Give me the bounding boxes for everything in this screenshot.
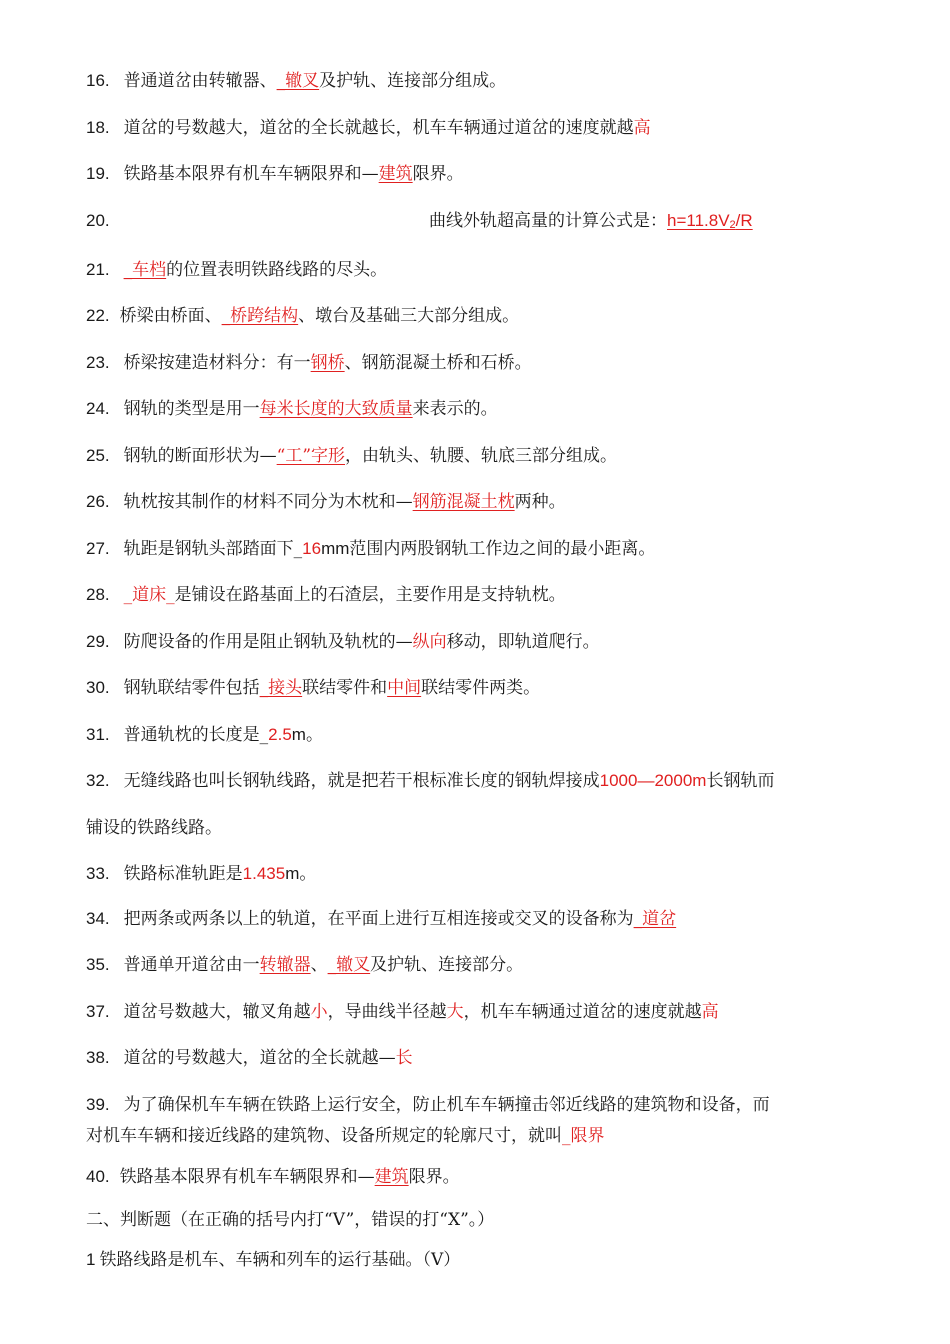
item-text: 、钢筋混凝土桥和石桥。 (344, 353, 532, 373)
item-text: 铁路基本限界有机车车辆限界和— (123, 164, 379, 184)
item-text: 是铺设在路基面上的石渣层，主要作用是支持轨枕。 (174, 585, 566, 605)
item-number: 37. (86, 1002, 110, 1021)
item-number: 28. (86, 585, 110, 604)
blank-underscore: _ (259, 725, 269, 745)
item-text: 道岔的号数越大，道岔的全长就越长，机车车辆通过道岔的速度就越 (123, 118, 634, 138)
answer-blank: 建筑 (374, 1167, 409, 1187)
item-text: 无缝线路也叫长钢轨线路，就是把若干根标准长度的钢轨焊接成 (123, 771, 600, 791)
unit-text: m。 (285, 864, 317, 883)
item-number: 33. (86, 864, 110, 883)
item-33 (86, 863, 316, 885)
unit-text: m。 (291, 725, 323, 744)
item-text: 钢轨的类型是用一 (123, 399, 260, 419)
item-27 (86, 538, 655, 560)
item-text: 钢轨联结零件包括 (123, 678, 260, 698)
item-19 (86, 163, 464, 185)
item-text: 移动，即轨道爬行。 (446, 632, 600, 652)
item-text: 联结零件和 (302, 678, 388, 698)
item-text: 的位置表明铁路线路的尽头。 (166, 260, 388, 280)
item-text: 来表示的。 (412, 399, 498, 419)
item-text: 普通道岔由转辙器、 (123, 71, 277, 91)
item-text: 及护轨、连接部分组成。 (319, 71, 507, 91)
item-number: 31. (86, 725, 110, 744)
answer-blank: _接头 (259, 678, 303, 698)
answer-blank: _车档 (123, 260, 167, 280)
item-text: 道岔号数越大，辙叉角越 (123, 1002, 311, 1022)
unit-text: mm (321, 539, 350, 558)
item-number: 16. (86, 71, 110, 90)
item-text: 轨枕按其制作的材料不同分为木枕和— (123, 492, 413, 512)
item-text: 桥梁由桥面、 (119, 306, 222, 326)
item-40 (86, 1166, 460, 1188)
answer-blank: 转辙器 (259, 955, 311, 975)
answer-text: 1000—2000m (599, 771, 707, 790)
item-number: 27. (86, 539, 110, 558)
answer-blank: _辙叉 (327, 955, 371, 975)
item-number: 1 (86, 1250, 96, 1269)
answer-text: 高 (633, 118, 651, 138)
item-number: 29. (86, 632, 110, 651)
item-number: 18. (86, 118, 110, 137)
answer-text: 高 (701, 1002, 719, 1022)
item-text: 对机车车辆和接近线路的建筑物、设备所规定的轮廓尺寸，就叫 (86, 1126, 562, 1146)
item-text: 把两条或两条以上的轨道，在平面上进行互相连接或交叉的设备称为 (123, 909, 634, 929)
item-text: ，机车车辆通过道岔的速度就越 (463, 1002, 702, 1022)
item-text: 限界。 (408, 1167, 460, 1187)
item-text: 防爬设备的作用是阻止钢轨及轨枕的— (123, 632, 413, 652)
blank-underscore: _ (293, 539, 303, 559)
item-20-content (429, 210, 753, 236)
answer-blank: _限界 (562, 1126, 605, 1146)
item-32 (86, 770, 774, 792)
item-number: 34. (86, 909, 110, 928)
answer-blank: _道床_ (123, 585, 175, 605)
item-number: 20. (86, 211, 110, 230)
item-text: ，由轨头、轨腰、轨底三部分组成。 (345, 446, 618, 466)
answer-text: 2.5 (268, 725, 292, 744)
item-21 (86, 259, 387, 281)
item-number: 24. (86, 399, 110, 418)
item-18 (86, 117, 651, 139)
item-22 (86, 305, 519, 327)
item-text: 普通单开道岔由一 (123, 955, 260, 975)
answer-blank: 中间 (387, 678, 422, 698)
item-26 (86, 491, 566, 513)
item-number: 38. (86, 1048, 110, 1067)
item-text: 限界。 (412, 164, 464, 184)
item-28 (86, 584, 566, 606)
item-text: 曲线外轨超高量的计算公式是： (429, 211, 667, 231)
item-number: 40. (86, 1167, 110, 1186)
answer-blank: _辙叉 (276, 71, 320, 91)
answer-blank: 建筑 (378, 164, 413, 184)
item-text: 轨距是钢轨头部踏面下 (123, 539, 294, 559)
item-number: 21. (86, 260, 110, 279)
item-text: 及护轨、连接部分。 (370, 955, 524, 975)
item-text: 范围内两股钢轨工作边之间的最小距离。 (349, 539, 656, 559)
section-title: 二、判断题（在正确的括号内打“V”，错误的打“X”。） (86, 1210, 495, 1230)
answer-text: 1.435 (242, 864, 286, 883)
item-text: 铺设的铁路线路。 (86, 818, 222, 838)
item-30 (86, 677, 540, 699)
item-16 (86, 70, 506, 92)
answer-blank: “工”字形 (276, 446, 346, 466)
item-text: 两种。 (514, 492, 566, 512)
item-37 (86, 1001, 719, 1023)
item-23 (86, 352, 532, 374)
item-number: 39. (86, 1095, 110, 1114)
item-20 (86, 210, 866, 232)
item-32-continued (86, 817, 222, 839)
item-text: 铁路线路是机车、车辆和列车的运行基础。（V） (99, 1250, 461, 1270)
item-text: 钢轨的断面形状为— (123, 446, 277, 466)
item-text: 铁路基本限界有机车车辆限界和— (119, 1167, 375, 1187)
answer-blank: 钢筋混凝土枕 (412, 492, 515, 512)
item-text: 铁路标准轨距是 (123, 864, 243, 884)
section-heading-true-false (86, 1209, 494, 1231)
item-number: 26. (86, 492, 110, 511)
item-text: 联结零件两类。 (421, 678, 541, 698)
item-34 (86, 908, 676, 930)
formula-answer: $h=11.8V_2/R$ (667, 211, 753, 231)
item-text: 长钢轨而 (706, 771, 775, 791)
item-text: ，导曲线半径越 (327, 1002, 447, 1022)
item-text: 道岔的号数越大，道岔的全长就越— (123, 1048, 396, 1068)
item-38 (86, 1047, 413, 1069)
item-39 (86, 1094, 770, 1116)
item-text: 为了确保机车车辆在铁路上运行安全，防止机车车辆撞击邻近线路的建筑物和设备，而 (123, 1095, 770, 1115)
item-text: 、墩台及基础三大部分组成。 (298, 306, 520, 326)
item-31 (86, 724, 323, 746)
item-24 (86, 398, 498, 420)
answer-blank: 钢桥 (310, 353, 345, 373)
answer-text: 纵向 (412, 632, 447, 652)
item-text: 桥梁按建造材料分：有一 (123, 353, 311, 373)
answer-blank: _桥跨结构 (221, 306, 299, 326)
item-number: 35. (86, 955, 110, 974)
item-25 (86, 445, 617, 467)
answer-blank: 每米长度的大致质量 (259, 399, 413, 419)
answer-text: 长 (395, 1048, 413, 1068)
item-number: 25. (86, 446, 110, 465)
judgement-item-1 (86, 1249, 460, 1271)
item-number: 30. (86, 678, 110, 697)
item-number: 22. (86, 306, 110, 325)
item-29 (86, 631, 600, 653)
answer-text: 16 (302, 539, 322, 558)
item-text: 普通轨枕的长度是 (123, 725, 260, 745)
item-text: 、 (310, 955, 328, 975)
answer-text: 大 (446, 1002, 464, 1022)
answer-text: 小 (310, 1002, 328, 1022)
item-39-continued (86, 1125, 605, 1147)
item-number: 23. (86, 353, 110, 372)
item-35 (86, 954, 523, 976)
item-number: 32. (86, 771, 110, 790)
answer-blank: _道岔 (633, 909, 677, 929)
item-number: 19. (86, 164, 110, 183)
